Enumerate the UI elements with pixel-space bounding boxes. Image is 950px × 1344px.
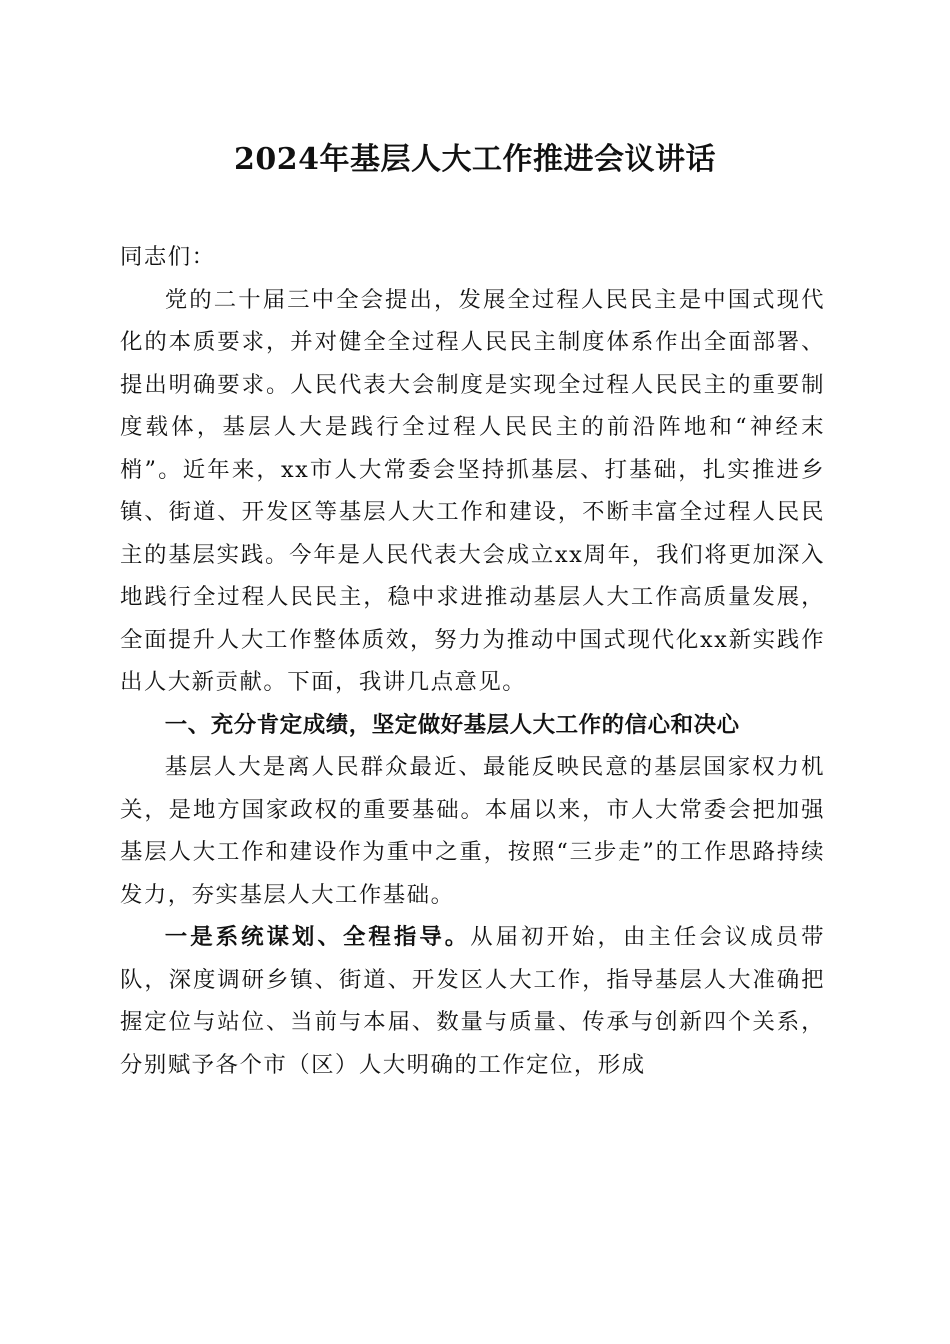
point-paragraph: [120, 916, 825, 1086]
point-lead: 一是系统谋划、全程指导。: [164, 924, 471, 950]
document-body: [120, 236, 825, 1086]
document-title: 2024年基层人大工作推进会议讲话: [234, 142, 716, 177]
intro-paragraph: 党的二十届三中全会提出，发展全过程人民民主是中国式现代化的本质要求，并对健全全过程人民民主制度体系作出全面部署、提出明确要求。人民代表大会制度是实现全过程人民民主的重要制度载体，基层人大是践行全过程人民民主的前沿阵地和“神经末梢”。近年来，xx市人大常委会坚持抓基层、打基础，扎实推进乡镇、街道、开发区等基层人大工作和建设，不断丰富全过程人民民主的基层实践。今年是人民代表大会成立xx周年，我们将更加深入地践行全过程人民民主，稳中求进推动基层人大工作高质量发展，全面提升人大工作整体质效，努力为推动中国式现代化xx新实践作出人大新贡献。下面，我讲几点意见。: [120, 286, 825, 695]
point-text: 从届初开始，由主任会议成员带队，深度调研乡镇、街道、开发区人大工作，指导基层人大准确把握定位与站位、当前与本届、数量与质量、传承与创新四个关系，分别赋予各个市（区）人大明确的工作定位，形成: [120, 924, 826, 1078]
section-paragraph: 基层人大是离人民群众最近、最能反映民意的基层国家权力机关，是地方国家政权的重要基础。本届以来，市人大常委会把加强基层人大工作和建设作为重中之重，按照“三步走”的工作思路持续发力，夯实基层人大工作基础。: [120, 754, 825, 908]
salutation: 同志们：: [120, 244, 216, 270]
section-heading: 一、充分肯定成绩，坚定做好基层人大工作的信心和决心: [164, 711, 740, 738]
